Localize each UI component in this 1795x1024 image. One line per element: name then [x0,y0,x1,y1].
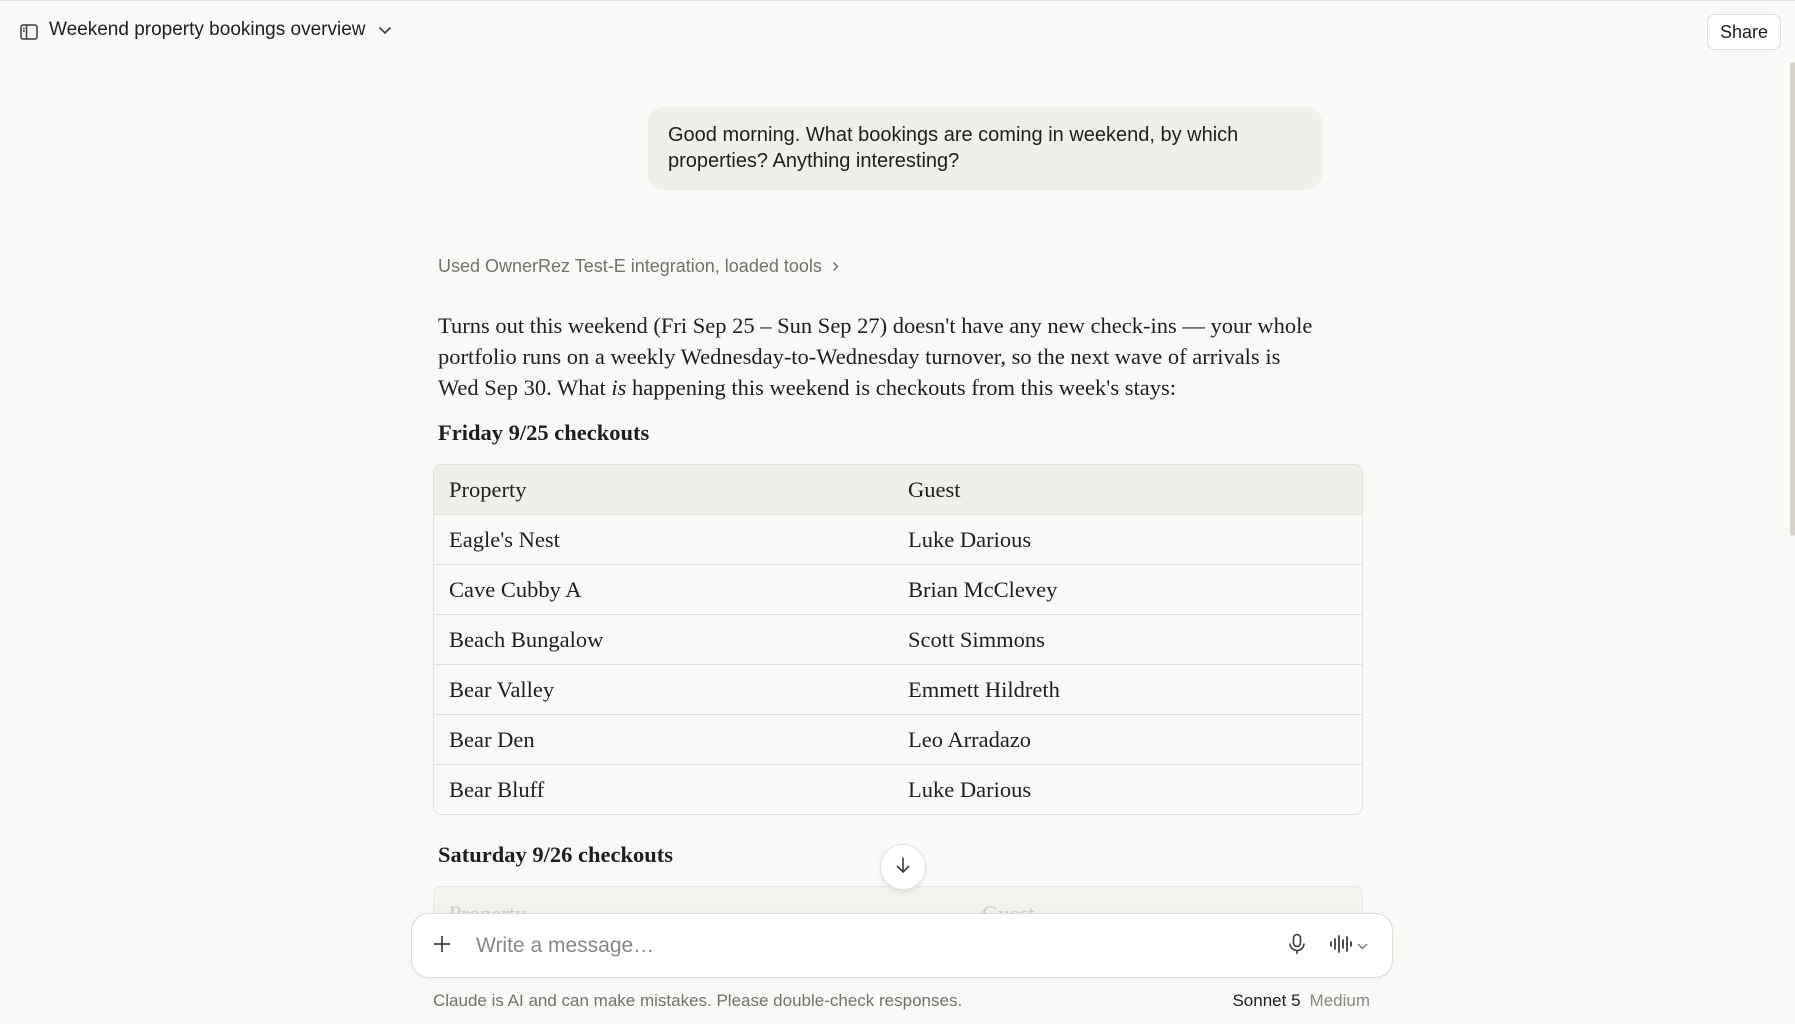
assistant-intro [438,310,1318,403]
conversation-title-button[interactable] [49,19,392,41]
user-message: Good morning. What bookings are coming in weekend, by which properties? Anything interesting? [648,107,1322,190]
add-attachment-button[interactable] [430,934,454,958]
table-row [434,764,1362,814]
header [0,0,1795,63]
model-selector[interactable] [1232,991,1370,1011]
table-row [434,614,1362,664]
scroll-to-bottom-button[interactable] [880,844,926,890]
cell-property: Bear Den [449,726,535,752]
cell-property: Cave Cubby A [449,576,582,602]
saturday-heading: Saturday 9/26 checkouts [438,842,674,867]
cell-guest: Brian McClevey [908,576,1058,602]
table-row [434,514,1362,564]
cell-guest: Leo Arradazo [908,726,1032,752]
friday-heading: Friday 9/25 checkouts [438,420,650,445]
table-row [434,714,1362,764]
intro-text-1: Turns out this weekend (Fri Sep 25 – Sun Sep 27) doesn't have any new check-ins — your whole portfolio runs on a weekly Wednesday-to-Wednesday turnover, so the next wave of arrivals is Wed Sep 30. What [438,313,1313,400]
chevron-down-icon [1357,937,1368,955]
microphone-icon [1288,933,1306,960]
message-input[interactable] [474,928,1278,964]
table-header-row [434,465,1362,514]
tool-usage-label: Used OwnerRez Test-E integration, loaded tools [438,256,822,276]
model-effort[interactable]: Medium [1309,991,1370,1010]
cell-property: Bear Valley [449,676,555,702]
sidebar-icon[interactable] [18,21,40,43]
plus-icon [432,934,452,959]
intro-emphasis: is [611,375,627,400]
chevron-right-icon [832,256,839,277]
column-header-property: Property [449,476,527,502]
model-name[interactable]: Sonnet 5 [1232,991,1301,1010]
cell-guest: Luke Darious [908,526,1032,552]
cell-property: Bear Bluff [449,776,545,802]
table-row [434,564,1362,614]
cell-guest: Luke Darious [908,776,1032,802]
cell-property: Beach Bungalow [449,626,604,652]
waveform-icon [1329,934,1353,959]
cell-guest: Emmett Hildreth [908,676,1060,702]
column-header-guest: Guest [908,476,961,502]
disclaimer: Claude is AI and can make mistakes. Please double-check responses. [433,991,963,1010]
intro-text-2: happening this weekend is checkouts from this week's stays: [626,375,1176,400]
friday-checkouts-table [433,464,1363,815]
table-row [434,664,1362,714]
scrollbar[interactable] [1790,62,1795,536]
share-button[interactable]: Share [1707,14,1781,50]
conversation-title: Weekend property bookings overview [49,19,366,40]
chevron-down-icon [378,19,392,41]
cell-guest: Scott Simmons [908,626,1045,652]
microphone-button[interactable] [1284,933,1310,959]
voice-mode-button[interactable] [1329,933,1379,959]
tool-usage-toggle[interactable] [438,256,839,277]
message-composer [411,913,1393,978]
cell-property: Eagle's Nest [449,526,560,552]
arrow-down-icon [895,856,911,879]
